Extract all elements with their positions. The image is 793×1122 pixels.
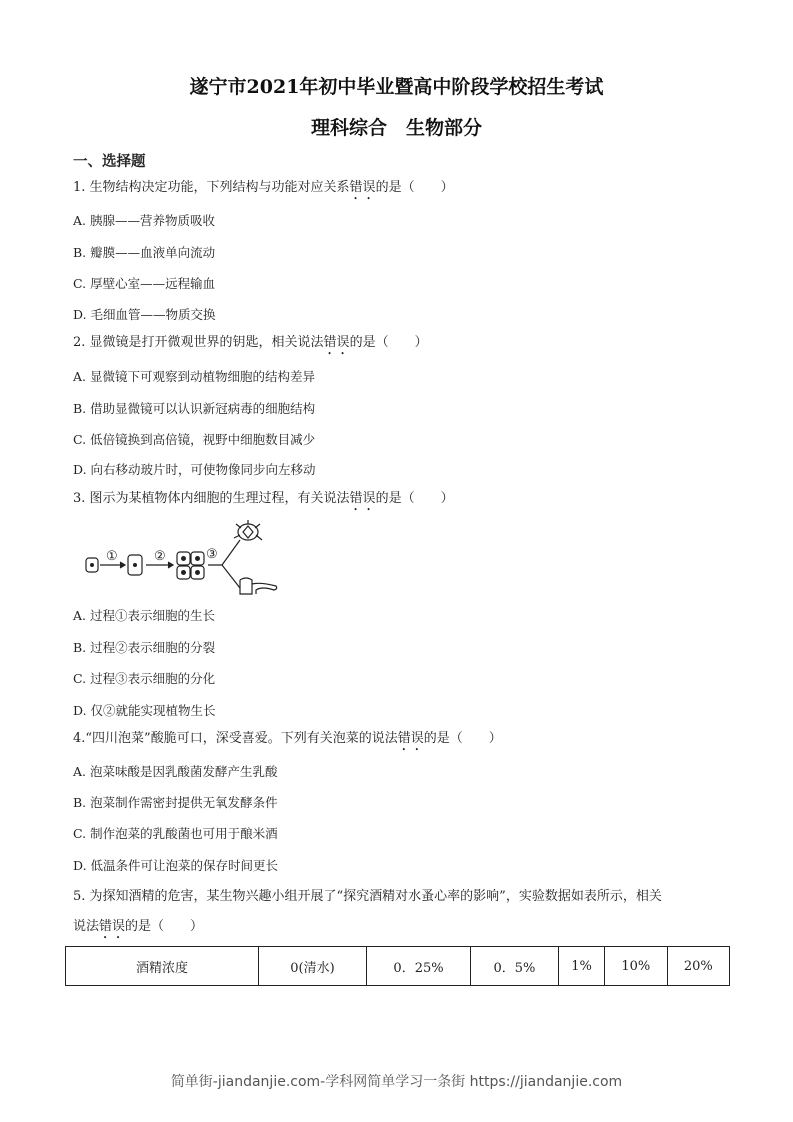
option-c: C. 过程③表示细胞的分化	[73, 671, 216, 686]
question-text: 的是（ ）	[349, 335, 428, 350]
emphasis-text: 错误	[397, 731, 424, 746]
figure-label-2: ②	[154, 549, 166, 564]
footer-watermark: 简单街-jiandanjie.com-学科网简单学习一条街 https://jiandanjie.com	[170, 1074, 623, 1090]
option-d: D. 低温条件可让泡菜的保存时间更长	[73, 858, 279, 873]
option-a: A. 过程①表示细胞的生长	[73, 608, 215, 623]
table-row	[66, 947, 730, 986]
option-b: B. 过程②表示细胞的分裂	[73, 640, 216, 655]
option-a: A. 泡菜味酸是因乳酸菌发酵产生乳酸	[73, 764, 278, 779]
option-d: D. 仅②就能实现植物生长	[73, 703, 216, 718]
cell-process-figure	[80, 520, 290, 595]
alcohol-concentration-table	[65, 946, 730, 986]
document-title: 遂宁市2021年初中毕业暨高中阶段学校招生考试	[189, 76, 604, 98]
question-text: 的是（ ）	[125, 919, 204, 934]
question-5: 5. 为探知酒精的危害，某生物兴趣小组开展了“探究酒精对水蚤心率的影响”，实验数据如表所示，相关	[73, 889, 662, 904]
section-heading: 一、选择题	[73, 153, 146, 170]
table-cell: 10%	[605, 947, 667, 986]
emphasis-text: 错误	[349, 491, 376, 506]
question-text: 1. 生物结构决定功能，下列结构与功能对应关系	[73, 180, 350, 195]
emphasis-text: 错误	[349, 180, 376, 195]
question-2	[73, 334, 428, 358]
figure-label-3: ③	[206, 547, 218, 562]
option-b: B. 泡菜制作需密封提供无氧发酵条件	[73, 795, 278, 810]
question-3	[73, 490, 454, 514]
figure-label-1: ①	[106, 549, 118, 564]
option-a: A. 胰腺——营养物质吸收	[73, 213, 215, 228]
option-d: D. 毛细血管——物质交换	[73, 307, 216, 322]
table-cell: 0．5%	[471, 947, 559, 986]
option-a: A. 显微镜下可观察到动植物细胞的结构差异	[73, 369, 315, 384]
question-4	[73, 730, 502, 754]
question-text: 3. 图示为某植物体内细胞的生理过程，有关说法	[73, 491, 350, 506]
table-cell: 0(清水)	[259, 947, 367, 986]
option-c: C. 厚壁心室——远程输血	[73, 276, 216, 291]
question-text: 4.“四川泡菜”酸脆可口，深受喜爱。下列有关泡菜的说法	[73, 731, 398, 746]
question-text: 的是（ ）	[423, 731, 502, 746]
table-cell: 20%	[667, 947, 729, 986]
emphasis-text: 错误	[99, 919, 126, 934]
document-subtitle: 理科综合 生物部分	[310, 117, 482, 139]
question-1	[73, 179, 454, 203]
question-text: 的是（ ）	[375, 491, 454, 506]
option-b: B. 借助显微镜可以认识新冠病毒的细胞结构	[73, 401, 316, 416]
option-b: B. 瓣膜——血液单向流动	[73, 245, 216, 260]
option-c: C. 低倍镜换到高倍镜，视野中细胞数目减少	[73, 432, 316, 447]
question-text: 说法	[73, 919, 100, 934]
question-text: 2. 显微镜是打开微观世界的钥匙，相关说法	[73, 335, 324, 350]
option-d: D. 向右移动玻片时，可使物像同步向左移动	[73, 462, 316, 477]
table-cell: 1%	[558, 947, 604, 986]
table-cell: 酒精浓度	[66, 947, 259, 986]
emphasis-text: 错误	[323, 335, 350, 350]
table-cell: 0．25%	[367, 947, 471, 986]
option-c: C. 制作泡菜的乳酸菌也可用于酿米酒	[73, 826, 278, 841]
question-5-cont	[73, 918, 203, 942]
question-text: 的是（ ）	[375, 180, 454, 195]
